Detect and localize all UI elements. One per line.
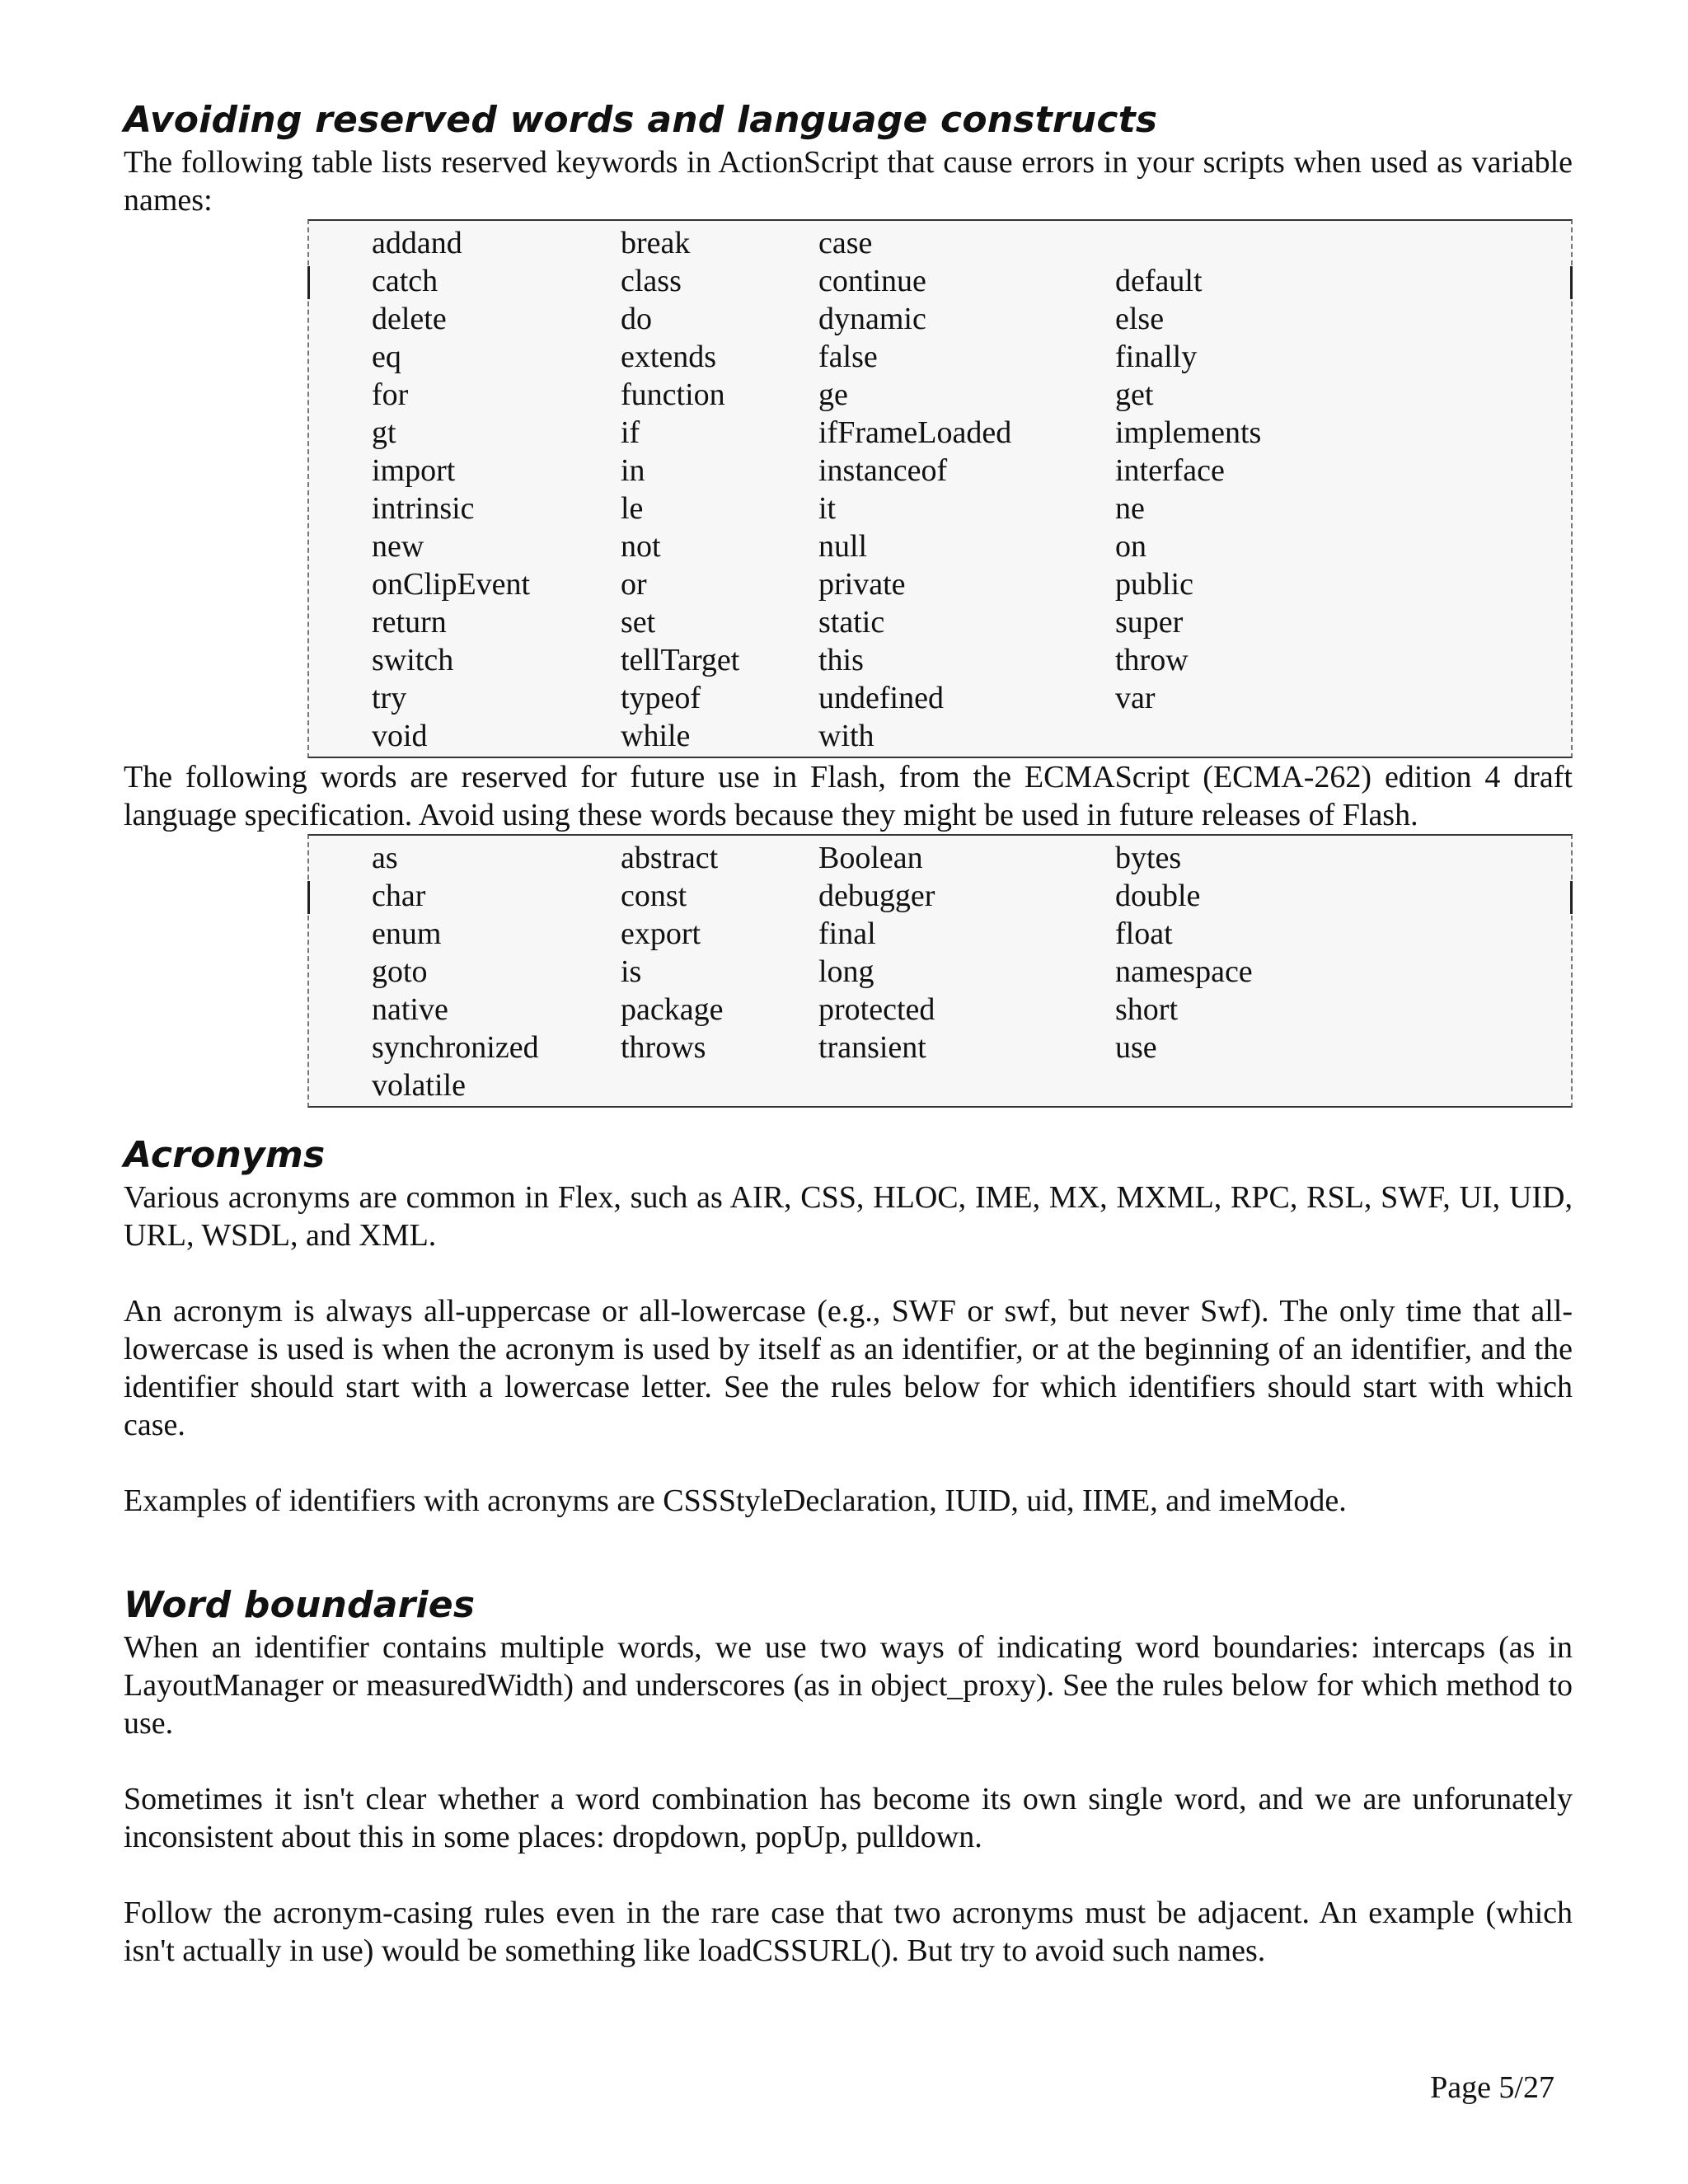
keyword-cell: if — [621, 415, 640, 450]
acronyms-paragraph-1: Various acronyms are common in Flex, such as AIR, CSS, HLOC, IME, MX, MXML, RPC, RSL, SWF, UI, UID, URL, WSDL, and XML. — [124, 1180, 1573, 1253]
keyword-cell: with — [818, 719, 874, 753]
keyword-cell: char — [372, 879, 426, 913]
keyword-cell: try — [372, 681, 407, 715]
keyword-cell: long — [818, 954, 874, 989]
keyword-cell: bytes — [1115, 841, 1182, 875]
keyword-cell: else — [1115, 302, 1165, 336]
keyword-cell: break — [621, 226, 691, 260]
keyword-cell: var — [1115, 681, 1156, 715]
word-boundaries-paragraph-2: Sometimes it isn't clear whether a word combination has become its own single word, and we are unforunately inconsistent about this in some places: dropdown, popUp, pulldown. — [124, 1782, 1573, 1854]
keyword-cell: dynamic — [818, 302, 926, 336]
keyword-row — [309, 452, 1571, 490]
keyword-cell: Boolean — [818, 841, 923, 875]
keyword-cell: synchronized — [372, 1030, 539, 1065]
keyword-cell: it — [818, 491, 837, 526]
word-boundaries-paragraph-1: When an identifier contains multiple words, we use two ways of indicating word boundaries: intercaps (as in LayoutManager or measuredWidth) and underscores (as in object_proxy). See the rules below for which method to use. — [124, 1630, 1573, 1741]
keyword-cell: void — [372, 719, 428, 753]
keyword-cell: addand — [372, 226, 462, 260]
keyword-cell: abstract — [621, 841, 719, 875]
keyword-cell: get — [1115, 377, 1154, 412]
keyword-cell: class — [621, 264, 682, 298]
keyword-cell: throw — [1115, 643, 1189, 677]
keyword-cell: eq — [372, 340, 401, 374]
keyword-cell: export — [621, 916, 701, 951]
keyword-cell: or — [621, 567, 647, 602]
keyword-cell: onClipEvent — [372, 567, 531, 602]
keyword-row — [309, 262, 1571, 300]
section-title-acronyms: Acronyms — [124, 1134, 326, 1176]
keyword-row — [309, 490, 1571, 527]
keyword-row — [309, 1066, 1571, 1104]
keyword-cell: null — [818, 529, 868, 564]
keyword-cell: new — [372, 529, 424, 564]
keyword-row — [309, 376, 1571, 414]
keyword-cell: extends — [621, 340, 717, 374]
keyword-row — [309, 565, 1571, 603]
keyword-cell: implements — [1115, 415, 1262, 450]
keyword-cell: final — [818, 916, 876, 951]
keyword-cell — [1115, 224, 1445, 262]
reserved-intro-paragraph: The following table lists reserved keywords in ActionScript that cause errors in your scripts when used as variable names: — [124, 145, 1573, 218]
keyword-cell: import — [372, 453, 456, 488]
keyword-cell: public — [1115, 567, 1193, 602]
keyword-cell: typeof — [621, 681, 701, 715]
keyword-cell: transient — [818, 1030, 926, 1065]
keyword-cell: ge — [818, 377, 848, 412]
keyword-cell: for — [372, 377, 409, 412]
keyword-row — [309, 414, 1571, 452]
keyword-cell: finally — [1115, 340, 1198, 374]
document-page — [124, 97, 1573, 1970]
keyword-cell — [621, 1066, 818, 1104]
keyword-cell: false — [818, 340, 878, 374]
keyword-cell: use — [1115, 1030, 1157, 1065]
keyword-cell: on — [1115, 529, 1146, 564]
keyword-cell: as — [372, 841, 398, 875]
keyword-row — [309, 953, 1571, 991]
keyword-row — [309, 641, 1571, 679]
keyword-row — [309, 717, 1571, 755]
keyword-cell: protected — [818, 992, 935, 1027]
acronyms-paragraph-2: An acronym is always all-uppercase or all-lowercase (e.g., SWF or swf, but never Swf). The only time that all-lowercase is used is when the acronym is used by itself as an identifier, or at the beginning of an identifier, and the identifier should start with a lowercase letter. See the rules below for which identifiers should start with which case. — [124, 1294, 1573, 1442]
keyword-row — [309, 527, 1571, 565]
keyword-cell: super — [1115, 605, 1184, 640]
keyword-cell: function — [621, 377, 725, 412]
keyword-cell: le — [621, 491, 644, 526]
keyword-cell: package — [621, 992, 724, 1027]
keyword-cell: debugger — [818, 879, 935, 913]
keyword-row — [309, 603, 1571, 641]
keyword-cell: ne — [1115, 491, 1145, 526]
keyword-cell: case — [818, 226, 873, 260]
word-boundaries-paragraph-3: Follow the acronym-casing rules even in the rare case that two acronyms must be adjacent. An example (which isn't actually in use) would be something like loadCSSURL(). But try to avoid such names. — [124, 1896, 1573, 1968]
keyword-cell: native — [372, 992, 448, 1027]
keyword-cell — [1115, 717, 1445, 755]
keyword-cell — [1115, 1066, 1445, 1104]
keyword-cell: volatile — [372, 1068, 466, 1103]
keyword-cell: goto — [372, 954, 428, 989]
keyword-cell: this — [818, 643, 864, 677]
keyword-cell: namespace — [1115, 954, 1253, 989]
keyword-row — [309, 300, 1571, 338]
keyword-cell: enum — [372, 916, 442, 951]
keyword-row — [309, 991, 1571, 1029]
keyword-cell: tellTarget — [621, 643, 740, 677]
keyword-cell: private — [818, 567, 906, 602]
keyword-row — [309, 338, 1571, 376]
keyword-cell: double — [1115, 879, 1201, 913]
keyword-cell: not — [621, 529, 661, 564]
keyword-cell: do — [621, 302, 652, 336]
page-number: Page 5/27 — [1430, 2070, 1554, 2105]
keyword-cell: delete — [372, 302, 447, 336]
keyword-cell: float — [1115, 916, 1173, 951]
keyword-row — [309, 224, 1571, 262]
keyword-cell: interface — [1115, 453, 1225, 488]
keyword-cell: short — [1115, 992, 1178, 1027]
keyword-cell: is — [621, 954, 642, 989]
keyword-cell: while — [621, 719, 691, 753]
keyword-cell: catch — [372, 264, 438, 298]
keyword-cell: gt — [372, 415, 396, 450]
reserved-keywords-table — [307, 219, 1573, 758]
section-title-reserved-words: Avoiding reserved words and language constructs — [124, 99, 1158, 141]
acronyms-paragraph-3: Examples of identifiers with acronyms are CSSStyleDeclaration, IUID, uid, IIME, and imeMode. — [124, 1483, 1347, 1518]
keyword-cell: switch — [372, 643, 454, 677]
keyword-row — [309, 915, 1571, 953]
keyword-cell: in — [621, 453, 645, 488]
keyword-cell: continue — [818, 264, 926, 298]
section-title-word-boundaries: Word boundaries — [124, 1584, 476, 1626]
keyword-cell: throws — [621, 1030, 706, 1065]
keyword-row — [309, 839, 1571, 877]
keyword-row — [309, 1029, 1571, 1066]
keyword-cell: intrinsic — [372, 491, 475, 526]
keyword-cell: return — [372, 605, 447, 640]
keyword-cell: static — [818, 605, 885, 640]
keyword-cell: set — [621, 605, 656, 640]
future-reserved-intro-paragraph: The following words are reserved for future use in Flash, from the ECMAScript (ECMA-262) edition 4 draft language specification. Avoid using these words because they might be used in future releases of Flash. — [124, 760, 1573, 832]
keyword-cell: instanceof — [818, 453, 948, 488]
keyword-cell: undefined — [818, 681, 944, 715]
keyword-cell — [818, 1066, 1115, 1104]
keyword-cell: ifFrameLoaded — [818, 415, 1012, 450]
keyword-cell: default — [1115, 264, 1203, 298]
keyword-cell: const — [621, 879, 687, 913]
keyword-row — [309, 877, 1571, 915]
future-reserved-keywords-table — [307, 834, 1573, 1108]
keyword-row — [309, 679, 1571, 717]
